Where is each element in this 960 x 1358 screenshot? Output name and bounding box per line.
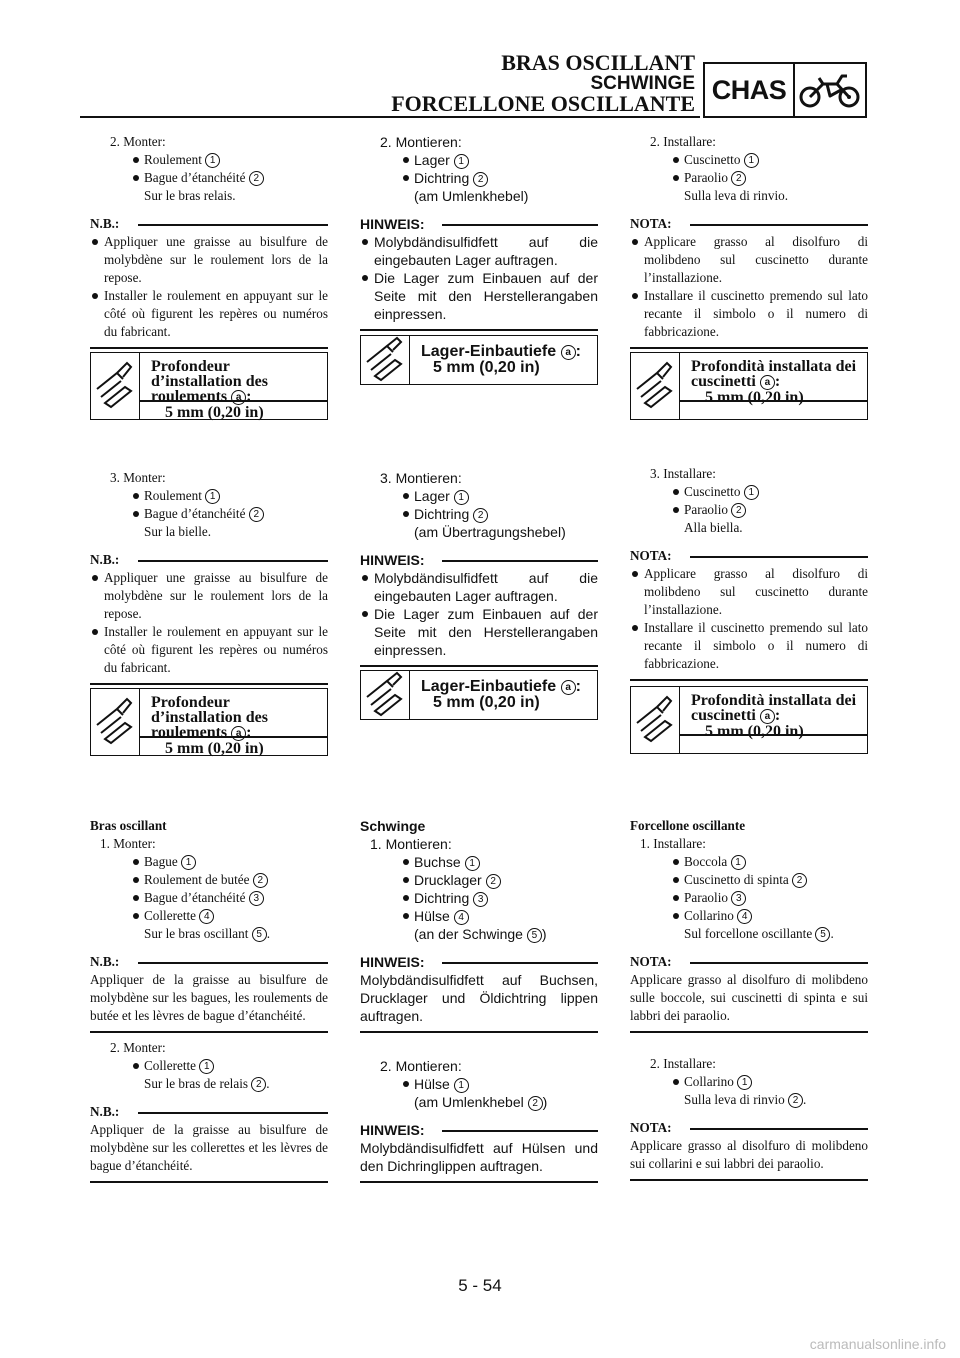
it-s4-place: Sulla leva di rinvio 2 . [684,1092,807,1107]
fr-s3-item-3: Bague d’étanchéité 3 [130,889,328,907]
fr-s2-note-label: N.B.: [90,551,328,569]
it-s3-place: Sul forcellone oscillante 5 . [684,926,834,941]
fr-s2-item-1: Roulement 1 [130,487,328,505]
it-s4-step: 2. Installare: [650,1056,716,1071]
fr-s1-note-end [90,347,328,349]
de-s4-place: (am Umlenkhebel 2 ) [414,1094,548,1110]
de-s1-place: (am Umlenkhebel) [414,188,529,204]
header-title-fr: BRAS OSCILLANT [501,50,695,75]
fr-s2-place: Sur la bielle. [144,524,212,539]
de-s1-spec-text: Lager-Einbautiefe a : 5 mm (0,20 in) [421,343,581,376]
fr-s1-spec-box [90,352,328,420]
it-s3-step: 1. Installare: [640,836,706,851]
it-s1-item-1: Cuscinetto 1 [670,151,868,169]
chas-label: CHAS [705,64,795,116]
fr-s4-step: 2. Monter: [110,1040,166,1055]
fr-s3-item-1: Bague 1 [130,853,328,871]
it-s1-place: Sulla leva di rinvio. [684,188,789,203]
page-number: 5 - 54 [458,1276,502,1295]
it-s1-note-label: NOTA: [630,215,868,233]
fr-section-1 [90,133,328,349]
it-s2-step: 3. Installare: [650,466,716,481]
it-s3-item-2: Cuscinetto di spinta 2 [670,871,868,889]
bearing-depth-icon [631,687,680,753]
it-s2-note-2: Installare il cuscinetto premendo sul lato recante il simbolo o il numero di fabbricazione. [630,619,868,673]
fr-s1-item-2: Bague d’étanchéité 2 [130,169,328,187]
header-rule [80,116,700,118]
it-s2-note-end [630,679,868,681]
it-s1-spec-box [630,352,868,420]
it-s2-item-1: Cuscinetto 1 [670,483,868,501]
fr-s1-place: Sur le bras relais. [144,188,236,203]
it-s1-step: 2. Installare: [650,134,716,149]
fr-s2-note-2: Installer le roulement en appuyant sur le côté où figurent les repères ou numéros du fabricant. [90,623,328,677]
de-s2-item-1: Lager 1 [400,487,598,505]
fr-s4-note: Appliquer de la graisse au bisulfure de molybdène sur les collerettes et les lèvres de bague d’étanchéité. [90,1122,328,1173]
de-s3-note: Molybdändisulfidfett auf Buchsen, Drucklager und Öldichtring lippen auftragen. [360,972,598,1024]
it-s2-item-2: Paraolio 2 [670,501,868,519]
it-s4-note: Applicare grasso al disolfuro di molibdeno sui collarini e sui labbri dei paraolio. [630,1138,868,1171]
fr-s3-note-label: N.B.: [90,953,328,971]
fr-section-3 [90,817,328,1183]
it-section-1 [630,133,868,349]
fr-s2-spec-box [90,688,328,756]
bearing-depth-icon [91,353,140,419]
de-s3-step: 1. Montieren: [370,836,452,852]
it-s3-item-3: Paraolio 3 [670,889,868,907]
fr-s1-note-2: Installer le roulement en appuyant sur le côté où figurent les repères ou numéros du fabricant. [90,287,328,341]
de-s3-item-3: Dichtring 3 [400,889,598,907]
de-s4-note-end [360,1181,598,1183]
fr-section-2 [90,469,328,685]
it-s3-note: Applicare grasso al disolfuro di molibdeno sulle boccole, sui cuscinetti di spinta e sui labbri dei paraolio. [630,972,868,1023]
fr-s3-place: Sur le bras oscillant 5 . [144,926,270,941]
it-s4-note-end [630,1179,868,1181]
de-s2-note-2: Die Lager zum Einbauen auf der Seite mit den Herstellerangaben einpressen. [360,605,598,659]
de-s2-place: (am Übertragungshebel) [414,524,566,540]
chas-badge [703,62,867,118]
header-title-de: SCHWINGE [590,73,695,94]
bearing-depth-icon [91,689,140,755]
it-s1-spec-text: Profondità installata dei cuscinetti a : 5 mm (0,20 in) [691,358,857,406]
de-s1-note-2: Die Lager zum Einbauen auf der Seite mit den Herstellerangaben einpressen. [360,269,598,323]
it-s1-note-end [630,347,868,349]
de-section-3 [360,817,598,1183]
fr-s4-note-label: N.B.: [90,1103,328,1121]
fr-s4-place: Sur le bras de relais 2 . [144,1076,270,1091]
de-s1-note-label: HINWEIS: [360,215,598,233]
de-s3-place: (an der Schwinge 5 ) [414,926,547,942]
fr-s2-note-1: Appliquer une graisse au bisulfure de molybdène sur le roulement lors de la repose. [90,569,328,623]
de-s3-item-1: Buchse 1 [400,853,598,871]
it-s2-spec-box [630,686,868,754]
de-section-2 [360,469,598,667]
de-s2-note-1: Molybdändisulfidfett auf die eingebauten Lager auftragen. [360,569,598,605]
it-s3-item-4: Collarino 4 [670,907,868,925]
motorcycle-icon [795,64,865,116]
de-s3-heading: Schwinge [360,818,426,834]
fr-s2-note-end [90,683,328,685]
de-s1-note-1: Molybdändisulfidfett auf die eingebauten Lager auftragen. [360,233,598,269]
de-s2-step: 3. Montieren: [380,470,462,486]
fr-s2-spec-text: Profondeur d’installation des roulements a : 5 mm (0,20 in) [151,694,268,757]
it-section-3 [630,817,868,1181]
it-s4-item-1: Collarino 1 [670,1073,868,1091]
it-s2-place: Alla biella. [684,520,743,535]
fr-s2-item-2: Bague d’étanchéité 2 [130,505,328,523]
de-s2-spec-box [360,670,598,720]
header-title-it: FORCELLONE OSCILLANTE [391,91,695,116]
fr-s3-step: 1. Monter: [100,836,156,851]
de-s1-step: 2. Montieren: [380,134,462,150]
fr-s4-item-1: Collerette 1 [130,1057,328,1075]
bearing-depth-icon [361,336,410,384]
fr-s1-spec-text: Profondeur d’installation des roulements a : 5 mm (0,20 in) [151,358,268,421]
de-s2-note-label: HINWEIS: [360,551,598,569]
it-s4-note-label: NOTA: [630,1119,868,1137]
it-section-2 [630,465,868,681]
de-s2-spec-text: Lager-Einbautiefe a : 5 mm (0,20 in) [421,678,581,711]
fr-s4-note-end [90,1181,328,1183]
de-s3-item-2: Drucklager 2 [400,871,598,889]
it-s2-note-label: NOTA: [630,547,868,565]
de-s4-step: 2. Montieren: [380,1058,462,1074]
de-s1-note-end [360,329,598,331]
it-s3-heading: Forcellone oscillante [630,818,746,833]
it-s1-item-2: Paraolio 2 [670,169,868,187]
de-s2-note-end [360,665,598,667]
fr-s3-heading: Bras oscillant [90,818,167,833]
fr-s1-note-label: N.B.: [90,215,328,233]
fr-s3-note: Appliquer de la graisse au bisulfure de molybdène sur les bagues, les roulements de butée et les lèvres de bague d’étanchéité. [90,972,328,1023]
fr-s1-note-1: Appliquer une graisse au bisulfure de molybdène sur le roulement lors de la repose. [90,233,328,287]
de-s3-note-label: HINWEIS: [360,953,598,971]
de-s1-item-1: Lager 1 [400,151,598,169]
de-s2-item-2: Dichtring 2 [400,505,598,523]
de-s4-note-label: HINWEIS: [360,1121,598,1139]
fr-s3-item-4: Collerette 4 [130,907,328,925]
de-s3-item-4: Hülse 4 [400,907,598,925]
it-s2-note-1: Applicare grasso al disolfuro di molibdeno sul cuscinetto durante l’installazione. [630,565,868,619]
it-s1-note-1: Applicare grasso al disolfuro di molibdeno sul cuscinetto durante l’installazione. [630,233,868,287]
it-s3-item-1: Boccola 1 [670,853,868,871]
de-s4-item-1: Hülse 1 [400,1075,598,1093]
watermark: carmanualsonline.info [809,1336,946,1352]
fr-s1-item-1: Roulement 1 [130,151,328,169]
fr-s2-step: 3. Monter: [110,470,166,485]
fr-s3-item-2: Roulement de butée 2 [130,871,328,889]
it-s3-note-label: NOTA: [630,953,868,971]
bearing-depth-icon [361,671,410,719]
de-s1-spec-box [360,335,598,385]
it-s2-spec-text: Profondità installata dei cuscinetti a : 5 mm (0,20 in) [691,692,857,740]
de-s1-item-2: Dichtring 2 [400,169,598,187]
bearing-depth-icon [631,353,680,419]
it-s1-note-2: Installare il cuscinetto premendo sul lato recante il simbolo o il numero di fabbricazione. [630,287,868,341]
de-s4-note: Molybdändisulfidfett auf Hülsen und den Dichringlippen auftragen. [360,1140,598,1174]
fr-s1-step: 2. Monter: [110,134,166,149]
de-section-1 [360,133,598,331]
